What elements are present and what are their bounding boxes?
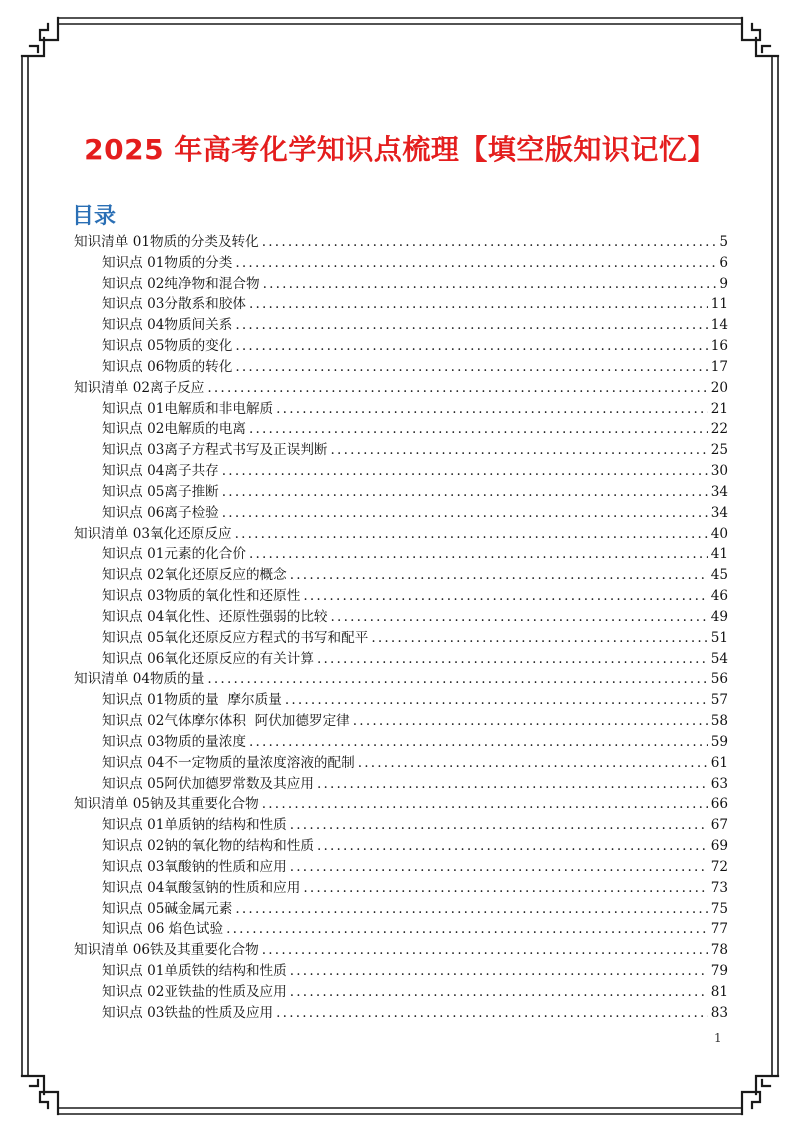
toc-entry-page: 16	[710, 338, 728, 355]
toc-dot-leader	[235, 315, 707, 336]
toc-entry-label: 铁盐的性质及应用	[164, 1004, 274, 1021]
table-of-contents	[74, 232, 728, 1023]
toc-entry-label: 单质铁的结构和性质	[164, 962, 287, 979]
toc-dot-leader	[263, 274, 717, 295]
toc-subsection-entry[interactable]	[74, 753, 728, 774]
toc-subsection-entry[interactable]	[74, 628, 728, 649]
toc-entry-page: 67	[710, 817, 728, 834]
toc-entry-label: 亚铁盐的性质及应用	[164, 983, 287, 1000]
toc-dot-leader	[371, 628, 707, 649]
toc-entry-label: 氧化还原反应的概念	[164, 567, 287, 584]
toc-entry-page: 14	[710, 317, 728, 334]
toc-dot-leader	[207, 669, 707, 690]
toc-entry-page: 83	[710, 1004, 728, 1021]
toc-entry-number: 知识点 01	[102, 817, 165, 834]
toc-dot-leader	[290, 961, 708, 982]
toc-entry-number: 知识点 05	[102, 775, 165, 792]
toc-entry-number: 知识点 04	[102, 608, 165, 625]
toc-subsection-entry[interactable]	[74, 1003, 728, 1024]
toc-entry-number: 知识清单 04	[74, 671, 150, 688]
toc-entry-page: 57	[710, 692, 728, 709]
toc-entry-page: 9	[719, 275, 728, 292]
toc-entry-page: 6	[719, 254, 728, 271]
toc-entry-page: 63	[710, 775, 728, 792]
toc-entry-number: 知识清单 06	[74, 942, 150, 959]
toc-dot-leader	[262, 232, 717, 253]
toc-dot-leader	[353, 711, 708, 732]
corner-ornament-bottom-left	[22, 1076, 58, 1114]
toc-subsection-entry[interactable]	[74, 732, 728, 753]
toc-entry-page: 73	[710, 879, 728, 896]
toc-subsection-entry[interactable]	[74, 982, 728, 1003]
toc-entry-page: 41	[710, 546, 728, 563]
toc-entry-label: 阿伏加德罗常数及其应用	[164, 775, 314, 792]
toc-subsection-entry[interactable]	[74, 878, 728, 899]
toc-entry-label: 物质的量 摩尔质量	[164, 692, 282, 709]
toc-entry-label: 元素的化合价	[164, 546, 246, 563]
toc-subsection-entry[interactable]	[74, 544, 728, 565]
toc-entry-number: 知识点 02	[102, 713, 165, 730]
toc-entry-number: 知识清单 01	[74, 234, 150, 250]
toc-entry-label: 氧化还原反应方程式的书写和配平	[164, 629, 369, 646]
toc-entry-label: 氧化性、还原性强弱的比较	[164, 608, 328, 625]
toc-entry-label: 离子检验	[164, 504, 219, 521]
toc-entry-page: 22	[710, 421, 728, 438]
toc-entry-number: 知识点 03	[102, 442, 165, 459]
toc-subsection-entry[interactable]	[74, 690, 728, 711]
toc-subsection-entry[interactable]	[74, 274, 728, 295]
toc-dot-leader	[303, 878, 707, 899]
toc-entry-page: 49	[710, 608, 728, 625]
toc-subsection-entry[interactable]	[74, 253, 728, 274]
toc-entry-number: 知识点 04	[102, 463, 165, 480]
toc-entry-number: 知识点 03	[102, 858, 165, 875]
toc-entry-number: 知识点 05	[102, 900, 165, 917]
toc-heading: 目录	[72, 204, 117, 229]
toc-entry-label: 物质的氧化性和还原性	[164, 588, 301, 605]
toc-entry-label: 物质的量	[150, 671, 205, 688]
toc-entry-page: 58	[710, 713, 728, 730]
toc-entry-label: 碱金属元素	[164, 900, 233, 917]
toc-dot-leader	[331, 440, 708, 461]
toc-entry-label: 物质的变化	[164, 338, 233, 355]
toc-entry-number: 知识点 01	[102, 692, 165, 709]
toc-dot-leader	[235, 253, 716, 274]
toc-dot-leader	[331, 607, 708, 628]
toc-entry-label: 离子方程式书写及正误判断	[164, 442, 328, 459]
toc-subsection-entry[interactable]	[74, 857, 728, 878]
toc-entry-number: 知识点 01	[102, 546, 165, 563]
toc-entry-label: 氧酸钠的性质和应用	[164, 858, 287, 875]
document-title: 2025 年高考化学知识点梳理【填空版知识记忆】	[84, 133, 716, 166]
toc-entry-number: 知识点 01	[102, 254, 165, 271]
toc-entry-label: 离子反应	[150, 379, 205, 396]
toc-entry-number: 知识点 03	[102, 296, 165, 313]
toc-entry-label: 氧化还原反应的有关计算	[164, 650, 314, 667]
toc-section-entry[interactable]	[74, 378, 728, 399]
toc-entry-page: 72	[710, 858, 728, 875]
toc-entry-number: 知识点 05	[102, 629, 165, 646]
toc-dot-leader	[262, 940, 708, 961]
toc-dot-leader	[290, 982, 708, 1003]
toc-entry-number: 知识点 04	[102, 754, 165, 771]
toc-entry-page: 51	[710, 629, 728, 646]
toc-entry-label: 纯净物和混合物	[164, 275, 260, 292]
toc-subsection-entry[interactable]	[74, 961, 728, 982]
toc-entry-page: 11	[710, 296, 728, 313]
toc-dot-leader	[235, 899, 707, 920]
toc-entry-page: 61	[710, 754, 728, 771]
toc-entry-label: 铁及其重要化合物	[150, 942, 259, 959]
toc-entry-page: 75	[710, 900, 728, 917]
toc-entry-number: 知识点 06	[102, 504, 165, 521]
toc-dot-leader	[290, 857, 708, 878]
toc-section-entry[interactable]	[74, 940, 728, 961]
toc-dot-leader	[235, 336, 707, 357]
toc-entry-number: 知识点 01	[102, 962, 165, 979]
toc-entry-page: 20	[710, 379, 728, 396]
toc-dot-leader	[276, 399, 708, 420]
toc-subsection-entry[interactable]	[74, 711, 728, 732]
toc-entry-page: 21	[710, 400, 728, 417]
toc-subsection-entry[interactable]	[74, 899, 728, 920]
toc-dot-leader	[222, 461, 708, 482]
toc-entry-number: 知识点 02	[102, 567, 165, 584]
toc-dot-leader	[276, 1003, 708, 1024]
toc-subsection-entry[interactable]	[74, 482, 728, 503]
toc-entry-page: 78	[710, 942, 728, 959]
toc-dot-leader	[207, 378, 707, 399]
toc-entry-page: 45	[710, 567, 728, 584]
toc-section-entry[interactable]	[74, 794, 728, 815]
toc-entry-page: 34	[710, 504, 728, 521]
toc-entry-number: 知识点 06	[102, 650, 165, 667]
toc-entry-label: 钠的氧化物的结构和性质	[164, 838, 314, 855]
toc-entry-number: 知识点 02	[102, 838, 165, 855]
toc-subsection-entry[interactable]	[74, 586, 728, 607]
toc-dot-leader	[249, 544, 708, 565]
toc-entry-label: 焰色试验	[164, 921, 224, 938]
toc-subsection-entry[interactable]	[74, 836, 728, 857]
toc-entry-page: 54	[710, 650, 728, 667]
toc-entry-page: 40	[710, 525, 728, 542]
toc-dot-leader	[303, 586, 707, 607]
toc-entry-number: 知识清单 02	[74, 379, 150, 396]
toc-entry-label: 钠及其重要化合物	[150, 796, 259, 813]
toc-dot-leader	[290, 565, 708, 586]
toc-subsection-entry[interactable]	[74, 461, 728, 482]
toc-entry-number: 知识点 02	[102, 983, 165, 1000]
toc-entry-label: 氧酸氢钠的性质和应用	[164, 879, 301, 896]
toc-entry-page: 81	[710, 983, 728, 1000]
toc-subsection-entry[interactable]	[74, 419, 728, 440]
toc-dot-leader	[226, 919, 708, 940]
toc-dot-leader	[317, 649, 708, 670]
toc-dot-leader	[285, 690, 708, 711]
toc-entry-page: 34	[710, 483, 728, 500]
toc-entry-page: 5	[719, 234, 728, 250]
corner-ornament-bottom-right	[742, 1076, 778, 1114]
toc-dot-leader	[249, 732, 708, 753]
toc-subsection-entry[interactable]	[74, 336, 728, 357]
toc-entry-number: 知识清单 03	[74, 525, 150, 542]
toc-entry-label: 物质的量浓度	[164, 733, 246, 750]
toc-entry-page: 17	[710, 358, 728, 375]
toc-section-entry[interactable]	[74, 524, 728, 545]
toc-entry-number: 知识清单 05	[74, 796, 150, 813]
toc-entry-number: 知识点 02	[102, 275, 165, 292]
toc-entry-label: 物质的分类及转化	[150, 234, 259, 250]
toc-entry-number: 知识点 04	[102, 317, 165, 334]
toc-entry-label: 氧化还原反应	[150, 525, 232, 542]
toc-subsection-entry[interactable]	[74, 815, 728, 836]
toc-subsection-entry[interactable]	[74, 357, 728, 378]
toc-entry-page: 46	[710, 588, 728, 605]
toc-entry-number: 知识点 05	[102, 483, 165, 500]
toc-dot-leader	[249, 419, 708, 440]
toc-entry-number: 知识点 05	[102, 338, 165, 355]
toc-entry-label: 离子推断	[164, 483, 219, 500]
toc-entry-number: 知识点 02	[102, 421, 165, 438]
toc-entry-label: 不一定物质的量浓度溶液的配制	[164, 754, 355, 771]
toc-entry-number: 知识点 03	[102, 1004, 165, 1021]
toc-entry-label: 物质间关系	[164, 317, 233, 334]
toc-entry-number: 知识点 04	[102, 879, 165, 896]
toc-subsection-entry[interactable]	[74, 503, 728, 524]
toc-entry-number: 知识点 06	[102, 921, 165, 938]
toc-dot-leader	[235, 524, 708, 545]
page-number: 1	[714, 1031, 722, 1045]
toc-entry-page: 56	[710, 671, 728, 688]
toc-dot-leader	[317, 774, 708, 795]
toc-subsection-entry[interactable]	[74, 919, 728, 940]
toc-entry-label: 分散系和胶体	[164, 296, 246, 313]
toc-entry-label: 单质钠的结构和性质	[164, 817, 287, 834]
toc-entry-page: 30	[710, 463, 728, 480]
toc-entry-label: 离子共存	[164, 463, 219, 480]
toc-entry-page: 69	[710, 838, 728, 855]
toc-dot-leader	[222, 503, 708, 524]
toc-dot-leader	[235, 357, 707, 378]
toc-dot-leader	[249, 294, 708, 315]
toc-subsection-entry[interactable]	[74, 440, 728, 461]
toc-dot-leader	[262, 794, 708, 815]
toc-entry-label: 电解质和非电解质	[164, 400, 274, 417]
toc-entry-number: 知识点 03	[102, 733, 165, 750]
toc-section-entry[interactable]	[74, 232, 728, 253]
toc-subsection-entry[interactable]	[74, 565, 728, 586]
toc-entry-label: 气体摩尔体积 阿伏加德罗定律	[164, 713, 350, 730]
corner-ornament-top-left	[22, 18, 58, 56]
toc-subsection-entry[interactable]	[74, 399, 728, 420]
toc-subsection-entry[interactable]	[74, 294, 728, 315]
toc-entry-number: 知识点 01	[102, 400, 165, 417]
toc-entry-label: 物质的转化	[164, 358, 233, 375]
toc-entry-page: 66	[710, 796, 728, 813]
toc-section-entry[interactable]	[74, 669, 728, 690]
toc-entry-number: 知识点 06	[102, 358, 165, 375]
toc-dot-leader	[290, 815, 708, 836]
toc-entry-page: 77	[710, 921, 728, 938]
toc-dot-leader	[358, 753, 708, 774]
toc-dot-leader	[317, 836, 708, 857]
toc-entry-page: 59	[710, 733, 728, 750]
toc-entry-label: 电解质的电离	[164, 421, 246, 438]
corner-ornament-top-right	[742, 18, 778, 56]
toc-entry-label: 物质的分类	[164, 254, 233, 271]
toc-dot-leader	[222, 482, 708, 503]
toc-subsection-entry[interactable]	[74, 774, 728, 795]
toc-subsection-entry[interactable]	[74, 607, 728, 628]
toc-entry-page: 79	[710, 962, 728, 979]
toc-subsection-entry[interactable]	[74, 649, 728, 670]
toc-entry-page: 25	[710, 442, 728, 459]
toc-subsection-entry[interactable]	[74, 315, 728, 336]
toc-entry-number: 知识点 03	[102, 588, 165, 605]
